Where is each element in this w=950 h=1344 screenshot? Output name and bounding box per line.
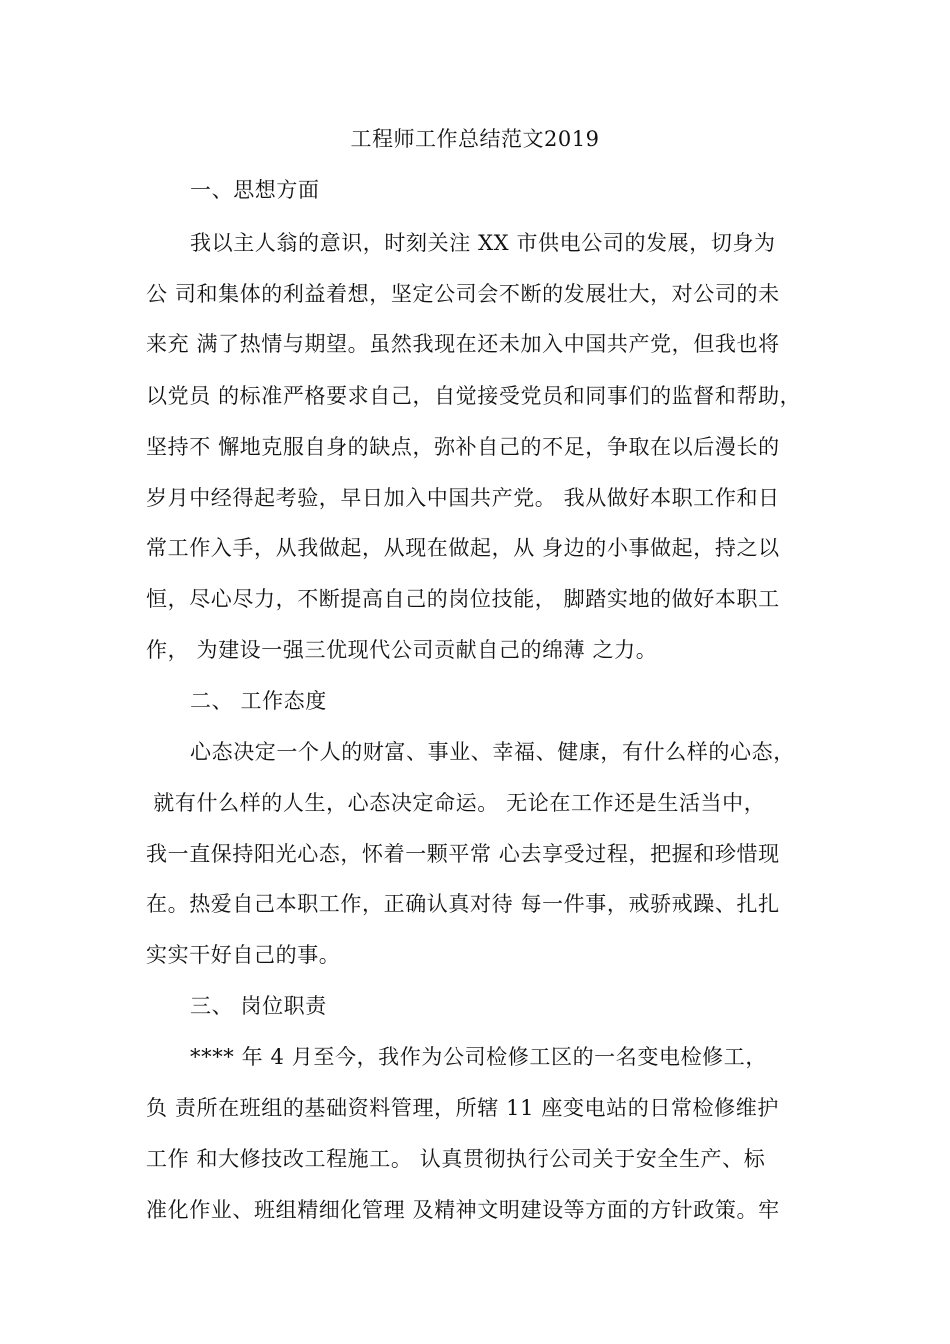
paragraph-line: 常工作入手，从我做起，从现在做起，从 身边的小事做起，持之以 xyxy=(146,536,780,560)
paragraph-line: **** 年 4 月至今，我作为公司检修工区的一名变电检修工， xyxy=(190,1045,767,1069)
paragraph-line: 在。热爱自己本职工作，正确认真对待 每一件事，戒骄戒躁、扎扎 xyxy=(146,892,780,916)
paragraph-line: 岁月中经得起考验，早日加入中国共产党。 我从做好本职工作和日 xyxy=(146,486,780,510)
paragraph-line: 坚持不 懈地克服自身的缺点，弥补自己的不足，争取在以后漫长的 xyxy=(146,435,780,459)
paragraph-line: 工作 和大修技改工程施工。 认真贯彻执行公司关于安全生产、标 xyxy=(146,1147,766,1171)
section-heading-2: 二、 工作态度 xyxy=(190,689,327,713)
paragraph-line: 准化作业、班组精细化管理 及精神文明建设等方面的方针政策。牢 xyxy=(146,1198,780,1222)
paragraph-line: 就有什么样的人生，心态决定命运。 无论在工作还是生活当中， xyxy=(146,791,766,815)
paragraph-line: 我以主人翁的意识，时刻关注 XX 市供电公司的发展，切身为 xyxy=(190,231,776,255)
paragraph-line: 以党员 的标准严格要求自己，自觉接受党员和同事们的监督和帮助， xyxy=(146,384,802,408)
paragraph-line: 我一直保持阳光心态，怀着一颗平常 心去享受过程，把握和珍惜现 xyxy=(146,842,780,866)
paragraph-line: 作， 为建设一强三优现代公司贡献自己的绵薄 之力。 xyxy=(146,638,658,662)
document-title: 工程师工作总结范文2019 xyxy=(350,127,600,151)
section-heading-1: 一、思想方面 xyxy=(190,178,320,202)
paragraph-line: 心态决定一个人的财富、事业、幸福、健康，有什么样的心态， xyxy=(190,740,795,764)
paragraph-line: 公 司和集体的利益着想，坚定公司会不断的发展壮大，对公司的未 xyxy=(146,282,780,306)
paragraph-line: 负 责所在班组的基础资料管理，所辖 11 座变电站的日常检修维护 xyxy=(146,1096,779,1120)
paragraph-line: 实实干好自己的事。 xyxy=(146,943,341,967)
paragraph-line: 恒，尽心尽力，不断提高自己的岗位技能， 脚踏实地的做好本职工 xyxy=(146,587,780,611)
section-heading-3: 三、 岗位职责 xyxy=(190,994,327,1018)
paragraph-line: 来充 满了热情与期望。虽然我现在还未加入中国共产党，但我也将 xyxy=(146,332,780,356)
